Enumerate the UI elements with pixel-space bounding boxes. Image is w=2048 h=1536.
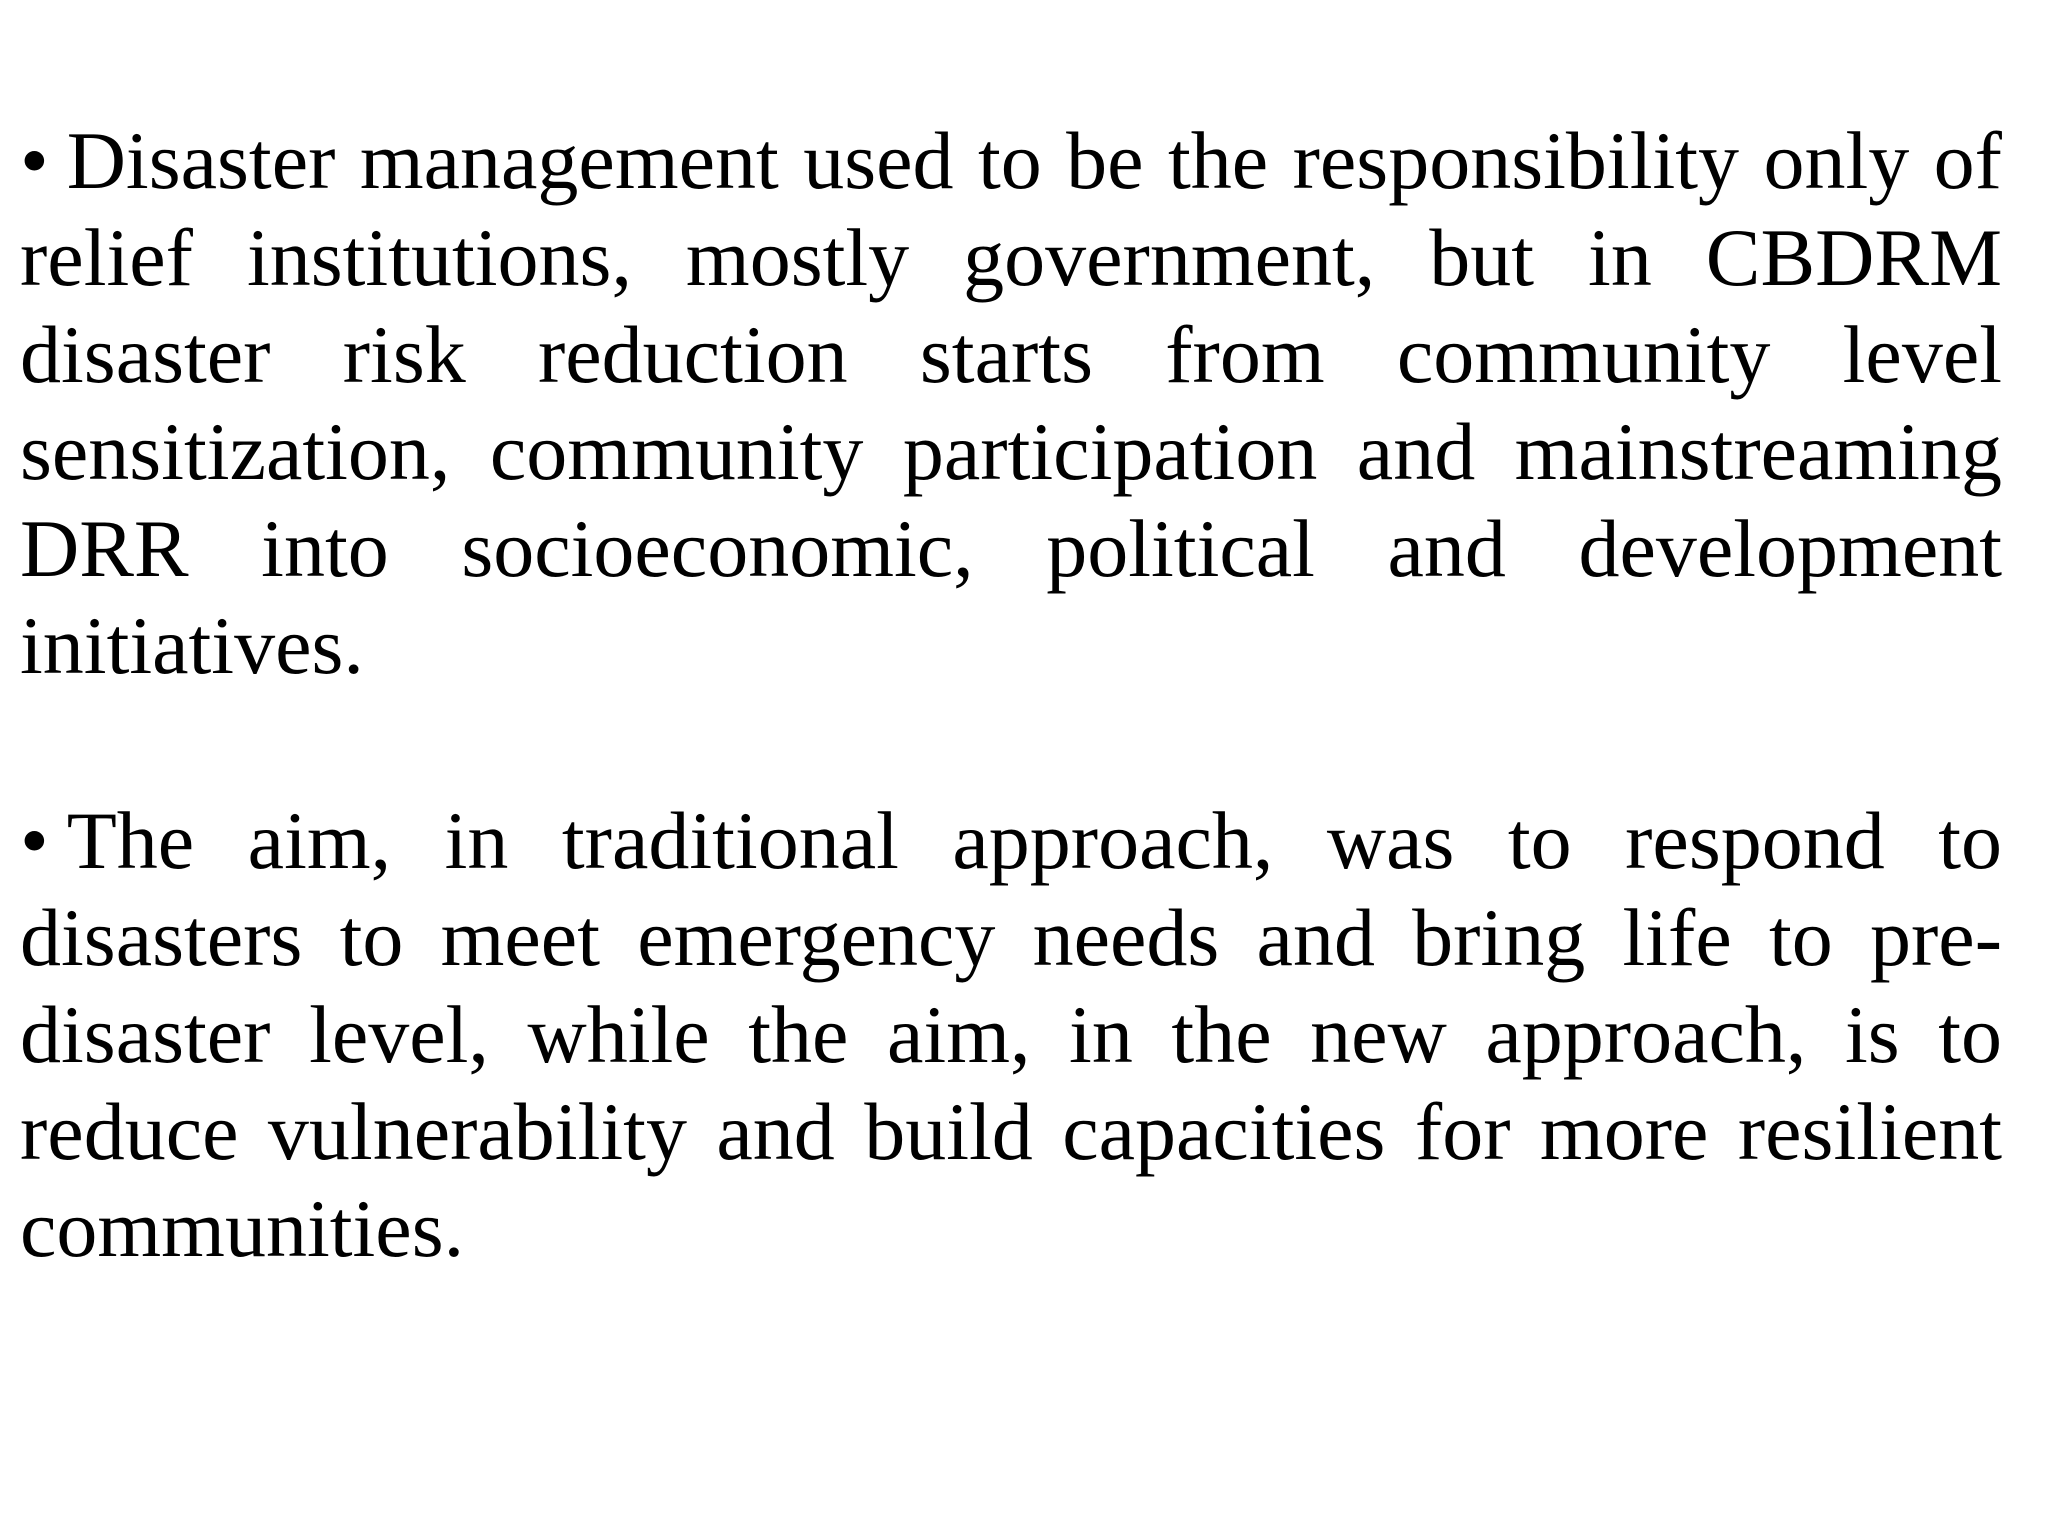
bullet-text-1: Disaster management used to be the responsibility only of relief institutions, mostly government, but in CBDRM disaster risk reduction starts from community level sensitization, community participation and mainstreaming DRR into socioeconomic, political and development initiatives. — [20, 115, 2002, 691]
bullet-paragraph-2 — [20, 792, 2002, 1277]
bullet-paragraph-1 — [20, 112, 2002, 694]
bullet-point-icon: • — [20, 115, 49, 206]
bullet-point-icon: • — [20, 795, 49, 886]
bullet-text-2: The aim, in traditional approach, was to respond to disasters to meet emergency needs and bring life to pre-disaster level, while the aim, in the new approach, is to reduce vulnerability and build capacities for more resilient communities. — [20, 795, 2002, 1274]
